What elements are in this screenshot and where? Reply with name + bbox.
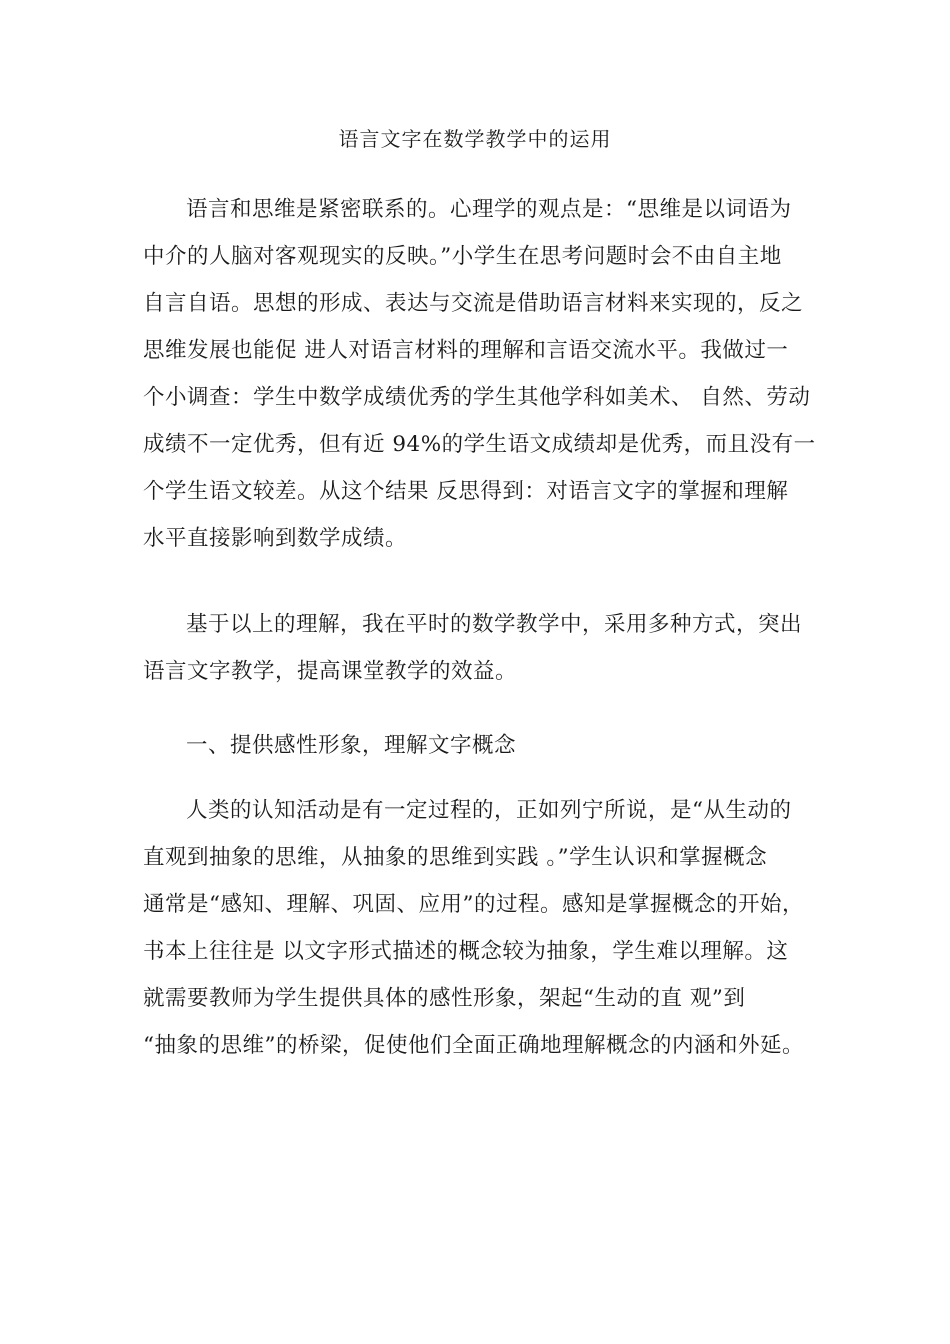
paragraph-approach bbox=[143, 601, 823, 695]
text-line: 个学生语文较差。从这个结果 反思得到：对语言文字的掌握和理解 bbox=[143, 479, 789, 504]
section-heading-text: 一、提供感性形象，理解文字概念 bbox=[186, 733, 517, 758]
text-line: 基于以上的理解，我在平时的数学教学中，采用多种方式，突出 bbox=[186, 612, 803, 637]
text-line: 思维发展也能促 进人对语言材料的理解和言语交流水平。我做过一 bbox=[143, 338, 789, 363]
text-line: 语言文字教学，提高课堂教学的效益。 bbox=[143, 659, 518, 684]
paragraph-cognition bbox=[143, 787, 823, 1069]
document-title: 语言文字在数学教学中的运用 bbox=[338, 127, 612, 151]
text-line: 成绩不一定优秀，但有近 94%的学生语文成绩却是优秀，而且没有一 bbox=[143, 432, 816, 457]
text-line: 书本上往往是 以文字形式描述的概念较为抽象，学生难以理解。这 bbox=[143, 939, 789, 964]
text-line: “抽象的思维”的桥梁，促使他们全面正确地理解概念的内涵和外延。 bbox=[143, 1033, 804, 1058]
text-line: 自言自语。思想的形成、表达与交流是借助语言材料来实现的，反之 bbox=[143, 291, 804, 316]
text-line: 就需要教师为学生提供具体的感性形象，架起“生动的直 观”到 bbox=[143, 986, 746, 1011]
text-line: 个小调查：学生中数学成绩优秀的学生其他学科如美术、 自然、劳动 bbox=[143, 385, 811, 410]
text-line: 语言和思维是紧密联系的。心理学的观点是：“思维是以词语为 bbox=[186, 197, 792, 222]
text-line: 人类的认知活动是有一定过程的，正如列宁所说，是“从生动的 bbox=[186, 798, 792, 823]
text-line: 直观到抽象的思维，从抽象的思维到实践 。”学生认识和掌握概念 bbox=[143, 845, 768, 870]
section-heading-1 bbox=[143, 722, 823, 769]
paragraph-language-and-thinking bbox=[143, 186, 823, 562]
text-line: 水平直接影响到数学成绩。 bbox=[143, 526, 408, 551]
text-line: 中介的人脑对客观现实的反映。”小学生在思考问题时会不由自主地 bbox=[143, 244, 782, 269]
text-line: 通常是“感知、理解、巩固、应用”的过程。感知是掌握概念的开始， bbox=[143, 892, 804, 917]
